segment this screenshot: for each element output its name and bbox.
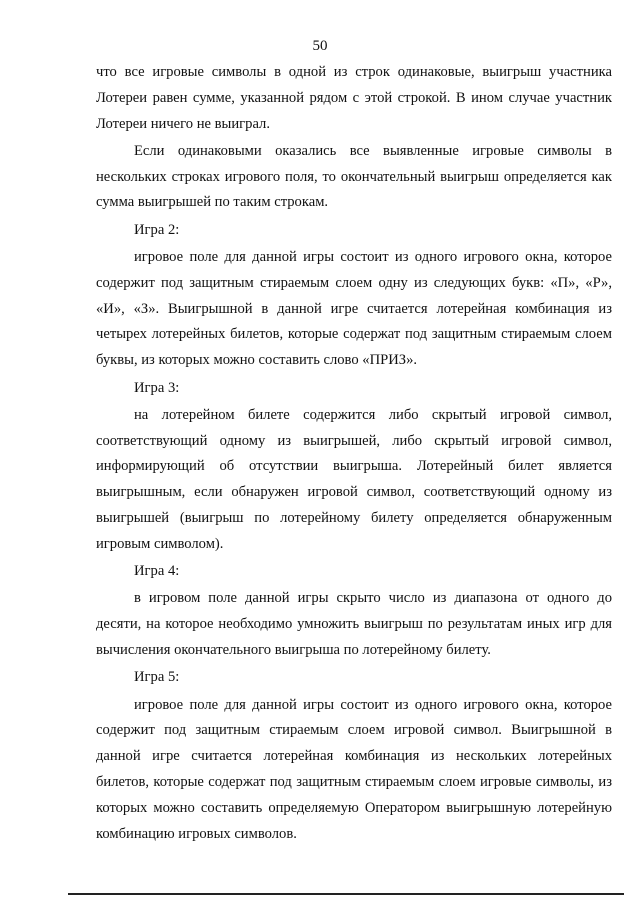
paragraph-game-5: игровое поле для данной игры состоит из одного игрового окна, которое содержит под защитным стираемым слоем игровой символ. Выигрышной в данной игре считается лотерейная комбинация из нескольких лотерейных билетов, которые содержат под защитным стираемым слоем игровые символы, из которых можно составить определяемую Оператором выигрышную лотерейную комбинацию игровых символов. xyxy=(96,696,612,842)
page-number: 50 xyxy=(312,38,328,54)
paragraph-game-3: на лотерейном билете содержится либо скрытый игровой символ, соответствующий одному из выигрышей, либо скрытый игровой символ, информирующий об отсутствии выигрыша. Лотерейный билет является выигрышным, если обнаружен игровой символ, соответствующий одному из выигрышей (выигрыш по лотерейному билету определяется обнаруженным игровым символом). xyxy=(96,406,612,552)
page-bottom-edge xyxy=(68,893,624,895)
heading-game-4: Игра 4: xyxy=(134,563,180,580)
heading-game-3: Игра 3: xyxy=(134,379,180,396)
document-body xyxy=(96,60,612,849)
paragraph-game-4: в игровом поле данной игры скрыто число из диапазона от одного до десяти, на которое необходимо умножить выигрыш по результатам иных игр для вычисления окончательного выигрыша по лотерейному билету. xyxy=(96,590,612,659)
paragraph-multi-row-win: Если одинаковыми оказались все выявленные игровые символы в нескольких строках игрового поля, то окончательный выигрыш определяется как сумма выигрышей по таким строкам. xyxy=(96,142,612,211)
paragraph-game-2: игровое поле для данной игры состоит из одного игрового окна, которое содержит под защитным стираемым слоем одну из следующих букв: «П», «Р», «И», «З». Выигрышной в данной игре считается лотерейная комбинация из четырех лотерейных билетов, которые содержат под защитным стираемым слоем буквы, из которых можно составить слово «ПРИЗ». xyxy=(96,249,612,369)
paragraph-continuation: что все игровые символы в одной из строк одинаковые, выигрыш участника Лотереи равен сумме, указанной рядом с этой строкой. В ином случае участник Лотереи ничего не выиграл. xyxy=(96,64,612,132)
heading-game-2: Игра 2: xyxy=(134,221,180,238)
heading-game-5: Игра 5: xyxy=(134,669,180,686)
